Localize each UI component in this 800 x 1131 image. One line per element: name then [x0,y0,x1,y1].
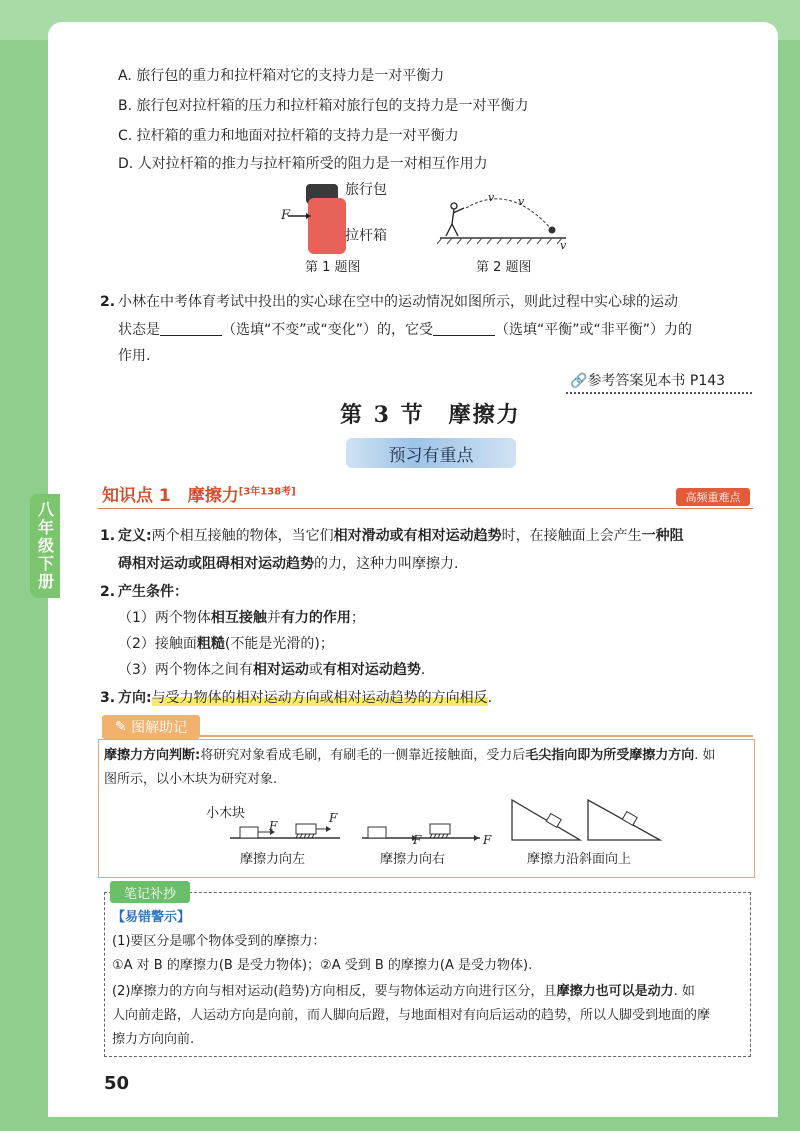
notes-header: 笔记补抄 [110,881,190,903]
definition-line2 [118,554,458,574]
velocity-label-2: v [518,195,525,208]
condition-2 [118,634,334,654]
c3-bold-b: 相对运动 [252,662,309,678]
direction-highlighted-text: 与受力物体的相对运动方向或相对运动趋势的方向相反 [151,690,488,706]
c3-text-c: 或 [308,662,323,678]
q2-text-c: （选填“平衡”或“非平衡”）力的 [495,322,693,338]
diagram-slopes [512,800,660,840]
definition-bold-2: 一种阻 [641,528,684,544]
answer-reference[interactable] [570,370,725,390]
notes-text-3a: (2)摩擦力的方向与相对运动(趋势)方向相反，要与物体运动方向进行区分，且 [112,984,557,999]
knowledge-point-divider [98,508,753,509]
force-label-3: F [413,833,422,847]
friction-diagrams [230,800,670,850]
direction-number: 3. [100,690,116,706]
figure-2-caption: 第 2 题图 [476,260,532,275]
force-label-1: F [269,819,278,833]
preview-banner: 预习有重点 [346,438,516,468]
option-d: D. 人对拉杆箱的推力与拉杆箱所受的阻力是一对相互作用力 [118,156,488,172]
c2-bold-b: 粗糙 [196,636,225,652]
page-number: 50 [104,1073,130,1094]
q2-text-a: 状态是 [118,322,160,338]
definition-text-2: 时，在接触面上会产生 [501,528,642,544]
thrower-figure [446,203,464,236]
option-b: B. 旅行包对拉杆箱的压力和拉杆箱对旅行包的支持力是一对平衡力 [118,98,529,114]
question-2-line2 [118,320,692,340]
diagram-text-line2: 图所示，以小木块为研究对象. [104,772,278,787]
direction-line [118,688,492,708]
definition-label: 定义: [118,528,152,544]
figure-1-caption: 第 1 题图 [305,260,361,275]
definition-line1 [118,526,684,546]
diagram-bold-1: 毛尖指向即为所受摩擦力方向 [525,748,695,763]
frequency-badge: 高频重难点 [676,488,750,506]
knowledge-point-exam-count: [3年138考] [238,486,296,498]
error-warning-label: 【易错警示】 [112,910,191,925]
c2-text-c: (不能是光滑的)； [224,636,334,652]
notes-line1: (1)要区分是哪个物体受到的摩擦力： [112,934,326,949]
notes-line3 [112,982,695,1002]
answer-blank-1[interactable] [160,321,222,336]
c2-text-a: （2）接触面 [118,636,197,652]
caption-friction-left: 摩擦力向左 [240,852,306,867]
trajectory-path [466,199,552,230]
c1-text-a: （1）两个物体 [118,610,211,626]
option-c: C. 拉杆箱的重力和地面对拉杆箱的支持力是一对平衡力 [118,128,459,144]
c1-bold-d: 有力的作用 [280,610,351,626]
diagram-bold-label: 摩擦力方向判断: [104,748,201,763]
grade-side-tab[interactable]: 八年级下册 [30,494,60,598]
answer-reference-text: 参考答案见本书 P143 [587,373,726,389]
velocity-label-3: v [560,239,567,252]
section-title: 第 3 节 摩擦力 [340,402,521,428]
direction-end: . [487,690,493,706]
definition-bold-3: 碍相对运动或阻碍相对运动趋势 [118,556,314,572]
notes-line2: ①A 对 B 的摩擦力(B 是受力物体)；②A 受到 B 的摩擦力(A 是受力物体). [112,958,533,973]
force-label-2: F [329,811,338,825]
label-travel-bag: 旅行包 [345,182,387,198]
block-label: 小木块 [206,806,246,821]
condition-1 [118,608,365,628]
option-a: A. 旅行包的重力和拉杆箱对它的支持力是一对平衡力 [118,68,445,84]
question-2-line3: 作用. [118,348,151,364]
diagram-text-2: . 如 [694,748,716,763]
c3-text-a: （3）两个物体之间有 [118,662,253,678]
question-2-line1: 小林在中考体育考试中投出的实心球在空中的运动情况如图所示，则此过程中实心球的运动 [118,294,678,310]
link-icon: 🔗 [570,373,588,389]
c1-bold-b: 相互接触 [210,610,267,626]
answer-reference-underline [566,392,752,394]
conditions-label: 产生条件： [118,584,188,600]
figure-2-projectile [440,188,580,248]
diagram-header-text: 图解助记 [131,720,188,736]
c3-bold-d: 有相对运动趋势 [322,662,421,678]
knowledge-point-text: 知识点 1 摩擦力 [102,486,239,506]
knowledge-point-title [102,481,296,506]
ball [549,227,556,234]
definition-text-3: 的力，这种力叫摩擦力. [314,556,459,572]
question-2-number: 2. [100,294,116,310]
ground-hatching [437,238,562,244]
notes-bold-3b: 摩擦力也可以是动力 [556,984,674,999]
force-label-4: F [483,833,492,847]
label-trolley-case: 拉杆箱 [345,228,387,244]
diagram-header [102,715,200,739]
c1-text-e: ； [350,610,365,626]
label-force-f: F [281,208,291,223]
diagram-left [230,824,340,838]
caption-friction-slope: 摩擦力沿斜面向上 [527,852,632,867]
notes-line4: 人向前走路，人运动方向是向前，而人脚向后蹬，与地面相对有向后运动的趋势，所以人脚受到地面的摩 [112,1008,711,1023]
definition-number: 1. [100,528,116,544]
q2-text-b: （选填“不变”或“变化”）的，它受 [222,322,434,338]
notes-line5: 擦力方向向前. [112,1032,195,1047]
diagram-text-line1 [104,746,716,766]
c3-text-e: . [420,662,426,678]
notes-text-3c: . 如 [673,984,695,999]
trolley-case [308,198,346,254]
caption-friction-right: 摩擦力向右 [380,852,446,867]
definition-bold-1: 相对滑动或有相对运动趋势 [333,528,502,544]
velocity-label-1: v [488,191,495,204]
diagram-text-1: 将研究对象看成毛刷，有刷毛的一侧靠近接触面，受力后 [200,748,526,763]
conditions-number: 2. [100,584,116,600]
definition-text-1: 两个相互接触的物体，当它们 [151,528,334,544]
answer-blank-2[interactable] [433,321,495,336]
pencil-icon: ✎ [114,719,132,735]
c1-text-c: 并 [266,610,281,626]
condition-3 [118,660,425,680]
direction-label: 方向: [118,690,152,706]
